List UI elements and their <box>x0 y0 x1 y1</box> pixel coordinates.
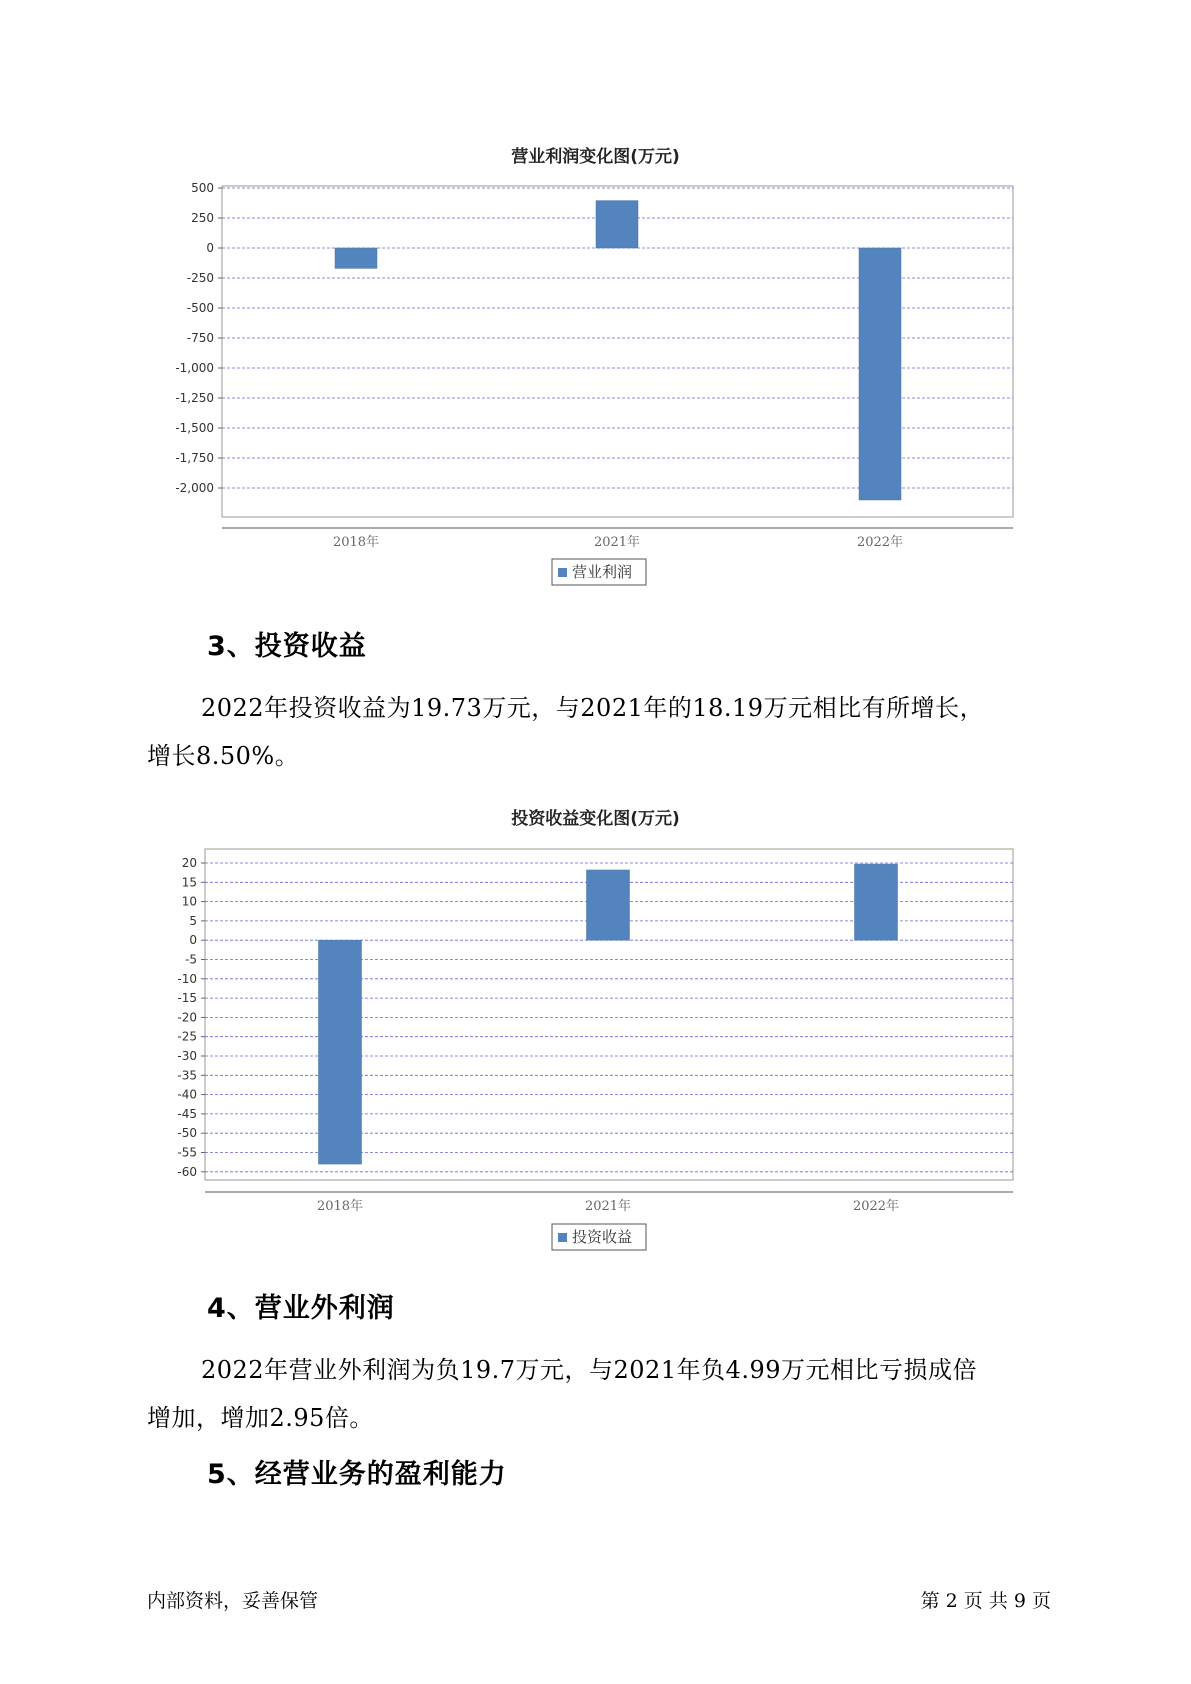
legend-label: 营业利润 <box>572 563 633 581</box>
y-tick-label: -25 <box>177 1029 197 1044</box>
y-tick-label: -50 <box>177 1126 197 1141</box>
x-tick-label: 2018年 <box>332 535 380 550</box>
chart-title-operating-profit: 营业利润变化图(万元) <box>511 147 680 167</box>
y-tick-label: -750 <box>186 331 214 345</box>
y-tick-label: -20 <box>177 1010 197 1025</box>
y-tick-label: 15 <box>181 875 197 890</box>
y-tick-label: 10 <box>181 894 197 909</box>
y-tick-label: 0 <box>189 933 197 948</box>
y-tick-label: -5 <box>185 952 197 967</box>
y-tick-label: -15 <box>177 991 197 1006</box>
legend-swatch <box>558 1233 567 1242</box>
x-tick-label: 2022年 <box>852 1199 900 1214</box>
bar-2018年 <box>319 940 362 1164</box>
y-tick-label: 20 <box>181 856 197 870</box>
section-4-line-2: 增加，增加2.95倍。 <box>147 1404 374 1432</box>
y-tick-label: -60 <box>177 1164 197 1179</box>
y-tick-label: -55 <box>177 1145 197 1160</box>
footer-confidential-note: 内部资料，妥善保管 <box>147 1590 319 1612</box>
section-3-line-2: 增长8.50%。 <box>147 742 300 770</box>
section-4-paragraph <box>147 1346 1047 1442</box>
y-tick-label: 250 <box>191 211 214 225</box>
y-tick-label: -30 <box>177 1049 197 1063</box>
y-tick-label: -1,000 <box>175 361 214 375</box>
y-tick-label: 0 <box>206 241 214 255</box>
y-tick-label: -1,250 <box>175 391 214 405</box>
x-tick-label: 2021年 <box>584 1199 632 1214</box>
y-tick-label: -2,000 <box>175 481 214 495</box>
y-tick-label: -10 <box>177 971 197 986</box>
section-4-heading: 4、营业外利润 <box>207 1293 395 1324</box>
y-tick-label: -1,500 <box>175 421 214 435</box>
bar-2022年 <box>855 864 898 940</box>
y-tick-label: -500 <box>186 301 214 315</box>
section-5-heading: 5、经营业务的盈利能力 <box>207 1459 507 1490</box>
y-tick-label: -40 <box>177 1087 197 1102</box>
y-tick-label: -1,750 <box>175 451 214 465</box>
footer-page-number: 第 2 页 共 9 页 <box>920 1590 1051 1612</box>
chart-title-investment-income: 投资收益变化图(万元) <box>511 809 680 829</box>
y-tick-label: -45 <box>177 1106 197 1121</box>
section-4-line-1: 2022年营业外利润为负19.7万元，与2021年负4.99万元相比亏损成倍 <box>201 1356 978 1384</box>
x-tick-label: 2022年 <box>856 535 904 550</box>
y-tick-label: -250 <box>186 271 214 285</box>
y-tick-label: 500 <box>191 181 214 195</box>
section-3-heading: 3、投资收益 <box>207 631 367 662</box>
y-tick-label: -35 <box>177 1068 197 1083</box>
y-tick-label: 5 <box>189 913 197 928</box>
x-tick-label: 2018年 <box>316 1199 364 1214</box>
section-3-line-1: 2022年投资收益为19.73万元，与2021年的18.19万元相比有所增长， <box>201 694 985 722</box>
legend-label: 投资收益 <box>572 1228 633 1246</box>
x-tick-label: 2021年 <box>593 535 641 550</box>
bar-2021年 <box>587 870 630 940</box>
